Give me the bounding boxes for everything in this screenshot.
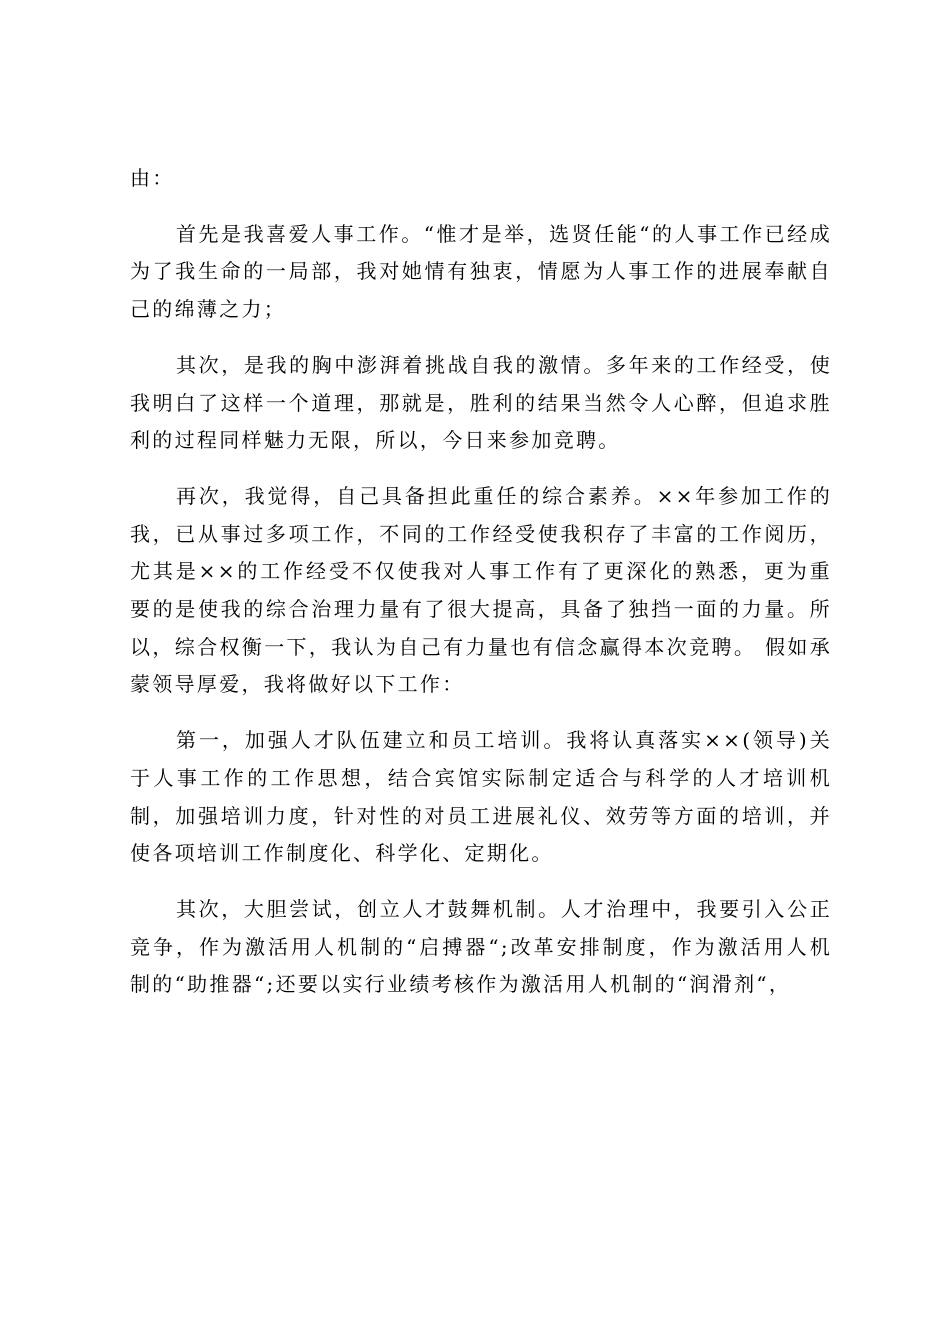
document-body <box>130 160 832 1004</box>
paragraph-third-reason: 再次，我觉得，自己具备担此重任的综合素养。××年参加工作的我，已从事过多项工作，不同的工作经受使我积存了丰富的工作阅历，尤其是××的工作经受不仅使我对人事工作有了更深化的熟悉，更为重要的是使我的综合治理力量有了很大提高，具备了独挡一面的力量。所以，综合权衡一下，我认为自己有力量也有信念赢得本次竞聘。 假如承蒙领导厚爱，我将做好以下工作： <box>130 483 832 697</box>
paragraph-plan-first: 第一，加强人才队伍建立和员工培训。我将认真落实××(领导)关于人事工作的工作思想，结合宾馆实际制定适合与科学的人才培训机制，加强培训力度，针对性的对员工进展礼仪、效劳等方面的培训，并使各项培训工作制度化、科学化、定期化。 <box>130 728 832 866</box>
paragraph-intro: 由： <box>130 166 175 190</box>
paragraph-first-reason: 首先是我喜爱人事工作。“惟才是举，选贤任能“的人事工作已经成为了我生命的一局部，我对她情有独衷，情愿为人事工作的进展奉献自己的绵薄之力； <box>130 221 832 322</box>
paragraph-second-reason: 其次，是我的胸中澎湃着挑战自我的激情。多年来的工作经受，使我明白了这样一个道理，那就是，胜利的结果当然令人心醉，但追求胜利的过程同样魅力无限，所以，今日来参加竞聘。 <box>130 352 832 453</box>
paragraph-plan-second: 其次，大胆尝试，创立人才鼓舞机制。人才治理中，我要引入公正竞争，作为激活用人机制的“启搏器“;改革安排制度，作为激活用人机制的“助推器“;还要以实行业绩考核作为激活用人机制的“润滑剂“， <box>130 896 832 997</box>
